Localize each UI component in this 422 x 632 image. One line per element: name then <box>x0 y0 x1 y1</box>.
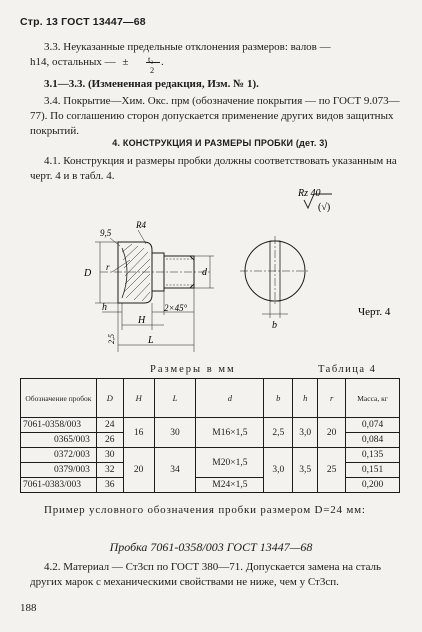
section-title: 4. КОНСТРУКЦИЯ И РАЗМЕРЫ ПРОБКИ (дет. 3) <box>112 138 328 148</box>
table-caption: Таблица 4 <box>318 364 377 375</box>
dim-2-5-label: 2,5 <box>107 334 116 344</box>
row-code: 0379/003 <box>21 463 97 478</box>
cell-h: 3,0 <box>293 418 318 448</box>
row-D: 26 <box>96 433 123 448</box>
col-header-mass: Масса, кг <box>346 379 400 418</box>
col-header-b: b <box>264 379 293 418</box>
fraction-numerator: t₂ <box>148 54 154 64</box>
cell-h: 3,5 <box>293 448 318 493</box>
dim-H-label: H <box>138 315 146 326</box>
figure-caption: Черт. 4 <box>358 306 391 318</box>
col-header-code: Обозначение пробок <box>21 379 97 418</box>
paragraph-4-1: 4.1. Конструкция и размеры пробки должны соответствовать указанным на черт. 4 и в табл. 4. <box>30 155 397 182</box>
dim-r-label: r <box>106 262 110 272</box>
dimensions-table <box>20 378 400 493</box>
example-designation: Пробка 7061-0358/003 ГОСТ 13447—68 <box>109 540 313 554</box>
table-row <box>21 418 400 433</box>
roughness-label: Rz 40 <box>298 188 321 199</box>
row-code: 0365/003 <box>21 433 97 448</box>
page-header: Стр. 13 ГОСТ 13447—68 <box>20 16 146 28</box>
col-header-r: r <box>318 379 346 418</box>
plug-front-view <box>240 236 310 318</box>
col-header-L: L <box>154 379 196 418</box>
paragraph-3-3 <box>30 40 400 77</box>
cell-d: M20×1,5 <box>196 448 264 478</box>
head-hatch <box>122 244 150 301</box>
row-mass: 0,074 <box>346 418 400 433</box>
roughness-paren-label: (√) <box>318 202 331 213</box>
plug-drawing <box>40 180 405 355</box>
paragraph-3-3-line1: 3.3. Неуказанные предельные отклонения размеров: валов — <box>44 41 331 53</box>
row-code: 0372/003 <box>21 448 97 463</box>
page-number: 188 <box>20 602 37 614</box>
row-D: 30 <box>96 448 123 463</box>
table-row <box>21 448 400 463</box>
row-D: 36 <box>96 478 123 493</box>
chamfer-note: 2×45° <box>164 303 188 313</box>
row-D: 24 <box>96 418 123 433</box>
row-mass: 0,200 <box>346 478 400 493</box>
paragraph-3-3-line2: h14, остальных — ± t₂ 2 . <box>30 55 400 77</box>
row-D: 32 <box>96 463 123 478</box>
example-paragraph: Пример условного обозначения пробки размером D=24 мм: <box>44 504 366 516</box>
col-header-H: H <box>123 379 154 418</box>
cell-L: 34 <box>154 448 196 493</box>
row-code: 7061-0383/003 <box>21 478 97 493</box>
cell-H: 20 <box>123 448 154 493</box>
chamfer-angle-label: 9,5 <box>100 228 112 238</box>
radius-r4-label: R4 <box>136 220 146 230</box>
cell-d: M24×1,5 <box>196 478 264 493</box>
cell-b: 3,0 <box>264 448 293 493</box>
dim-d-label: d <box>202 267 207 278</box>
cell-d: M16×1,5 <box>196 418 264 448</box>
paragraph-4-2: 4.2. Материал — Ст3сп по ГОСТ 380—71. Допускается замена на сталь других марок с механическими свойствами не ниже, чем у Ст3сп. <box>30 561 382 588</box>
paragraph-3-3-text: h14, остальных — <box>30 56 116 68</box>
paragraph-3-4: 3.4. Покрытие—Хим. Окс. прм (обозначение покрытия — по ГОСТ 9.073—77). По соглашению сторон допускается применение других видов защитных покрытий. <box>30 95 400 137</box>
fraction-denominator: 2 <box>150 65 155 75</box>
row-mass: 0,084 <box>346 433 400 448</box>
cell-b: 2,5 <box>264 418 293 448</box>
plug-side-view <box>95 230 214 352</box>
col-header-D: D <box>96 379 123 418</box>
row-mass: 0,135 <box>346 448 400 463</box>
table-header-row <box>21 379 400 418</box>
dim-h-label: h <box>102 302 107 313</box>
col-header-h: h <box>293 379 318 418</box>
col-header-d: d <box>196 379 264 418</box>
dim-D-label: D <box>84 268 92 279</box>
table-units-caption: Размеры в мм <box>150 364 236 375</box>
row-mass: 0,151 <box>346 463 400 478</box>
row-code: 7061-0358/003 <box>21 418 97 433</box>
dim-L-label: L <box>148 335 154 346</box>
cell-r: 20 <box>318 418 346 448</box>
dim-b-label: b <box>272 320 277 331</box>
cell-r: 25 <box>318 448 346 493</box>
plus-minus-sign: ± <box>122 56 129 68</box>
cell-H: 16 <box>123 418 154 448</box>
cell-L: 30 <box>154 418 196 448</box>
paragraph-3-1-amended: 3.1—3.3. (Измененная редакция, Изм. № 1). <box>44 78 259 90</box>
